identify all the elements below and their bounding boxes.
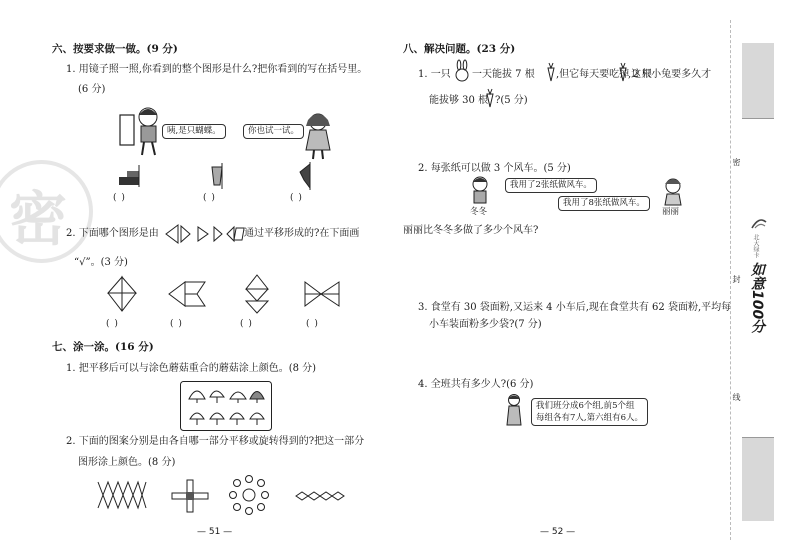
brand-small-text: 北大绿卡 xyxy=(752,234,759,258)
s6-q2-text-b: 通过平移形成的?在下面画 xyxy=(244,228,360,239)
s7-q1-text: 1. 把平移后可以与涂色蘑菇重合的蘑菇涂上颜色。(8 分) xyxy=(66,363,317,374)
pattern-3-icon[interactable] xyxy=(228,474,270,516)
half-figure-1-icon xyxy=(115,165,145,187)
carrot-icon-3 xyxy=(485,88,495,108)
teacher-bubble-line-2: 每组各有7人,第六组有6人。 xyxy=(536,413,644,423)
girl-lili-illustration xyxy=(661,176,685,206)
name-lili: 丽丽 xyxy=(662,207,680,217)
s8-q3-a: 3. 食堂有 30 袋面粉,又运来 4 小车后,现在食堂共有 62 袋面粉,平均每 xyxy=(418,302,732,313)
girl-speech-bubble: 你也试一试。 xyxy=(243,124,304,139)
boy-with-mirror-illustration xyxy=(118,103,168,158)
q2-answer-3[interactable]: ( ) xyxy=(240,319,253,329)
pattern-2-icon[interactable] xyxy=(170,478,210,514)
option-figure-3-icon xyxy=(240,273,274,315)
mushroom-row-1 xyxy=(189,391,264,403)
page-number-left: — 51 — xyxy=(197,527,233,537)
section8-heading: 八、解决问题。(23 分) xyxy=(403,43,516,55)
s8-q2-question: 丽丽比冬冬多做了多少个风车? xyxy=(403,225,539,236)
s6-q1-score: (6 分) xyxy=(78,84,106,95)
half-figure-3-icon xyxy=(296,162,320,190)
lili-speech-bubble: 我用了8张纸做风车。 xyxy=(558,196,650,211)
s8-q4-text: 4. 全班共有多少人?(6 分) xyxy=(418,379,534,390)
cut-char-1: 密 xyxy=(732,158,741,166)
triangle-shapes-icon xyxy=(164,223,246,245)
option-figure-1-icon xyxy=(104,275,140,315)
s6-q2-text-c: “√”。(3 分) xyxy=(74,257,128,268)
mushroom-grid-box[interactable] xyxy=(180,381,272,431)
stamp-watermark: 密 xyxy=(0,160,93,263)
option-figure-4-icon xyxy=(303,278,343,310)
pattern-4-icon[interactable] xyxy=(294,490,346,502)
half-figure-2-icon xyxy=(207,163,231,189)
q2-answer-1[interactable]: ( ) xyxy=(106,319,119,329)
q1-answer-2[interactable]: ( ) xyxy=(203,193,216,203)
q2-answer-2[interactable]: ( ) xyxy=(170,319,183,329)
boy-speech-bubble: 咦,是只蝴蝶。 xyxy=(162,124,226,139)
s6-q2-text-a: 2. 下面哪个图形是由 xyxy=(66,228,159,239)
s8-q1-c: ,但它每天要吃掉 2 根 xyxy=(556,69,652,80)
girl-illustration xyxy=(302,110,334,160)
cut-char-3: 线 xyxy=(732,393,741,401)
q2-answer-4[interactable]: ( ) xyxy=(306,319,319,329)
s8-q1-a: 1. 一只 xyxy=(418,69,451,80)
carrot-icon-1 xyxy=(546,62,556,82)
teacher-illustration xyxy=(505,393,523,429)
dongdong-speech-bubble: 我用了2张纸做风车。 xyxy=(505,178,597,193)
mushroom-row-2 xyxy=(190,413,264,425)
brand-logo-icon xyxy=(750,214,768,230)
teacher-bubble-line-1: 我们班分成6个组,前5个组 xyxy=(536,401,635,411)
section6-heading: 六、按要求做一做。(9 分) xyxy=(52,43,178,55)
q1-answer-1[interactable]: ( ) xyxy=(113,193,126,203)
teacher-speech-bubble xyxy=(531,398,648,426)
boy-dongdong-illustration xyxy=(468,176,492,206)
s8-q2-text: 2. 每张纸可以做 3 个风车。(5 分) xyxy=(418,163,571,174)
s8-q1-f: ?(5 分) xyxy=(495,95,528,106)
s7-q2-text-a: 2. 下面的图案分别是由各自哪一部分平移或旋转得到的?把这一部分 xyxy=(66,436,365,447)
brand-name: 如意100分 xyxy=(749,262,765,334)
page-number-right: — 52 — xyxy=(540,527,576,537)
s8-q1-e: 能拔够 30 根 xyxy=(429,95,489,106)
s6-q1-text: 1. 用镜子照一照,你看到的整个图形是什么?把你看到的写在括号里。 xyxy=(66,64,368,75)
q1-answer-3[interactable]: ( ) xyxy=(290,193,303,203)
option-figure-2-icon xyxy=(167,278,207,310)
s8-q3-b: 小车装面粉多少袋?(7 分) xyxy=(429,319,542,330)
cut-char-2: 封 xyxy=(732,275,741,283)
s7-q2-text-b: 图形涂上颜色。(8 分) xyxy=(78,457,176,468)
rabbit-icon xyxy=(454,60,470,82)
carrot-icon-2 xyxy=(618,62,628,82)
s8-q1-b: 一天能拔 7 根 xyxy=(472,69,535,80)
section7-heading: 七、涂一涂。(16 分) xyxy=(52,341,154,353)
s8-q1-d: ,这只小兔要多久才 xyxy=(628,69,712,80)
name-dongdong: 冬冬 xyxy=(470,207,488,217)
pattern-1-icon[interactable] xyxy=(96,478,148,512)
